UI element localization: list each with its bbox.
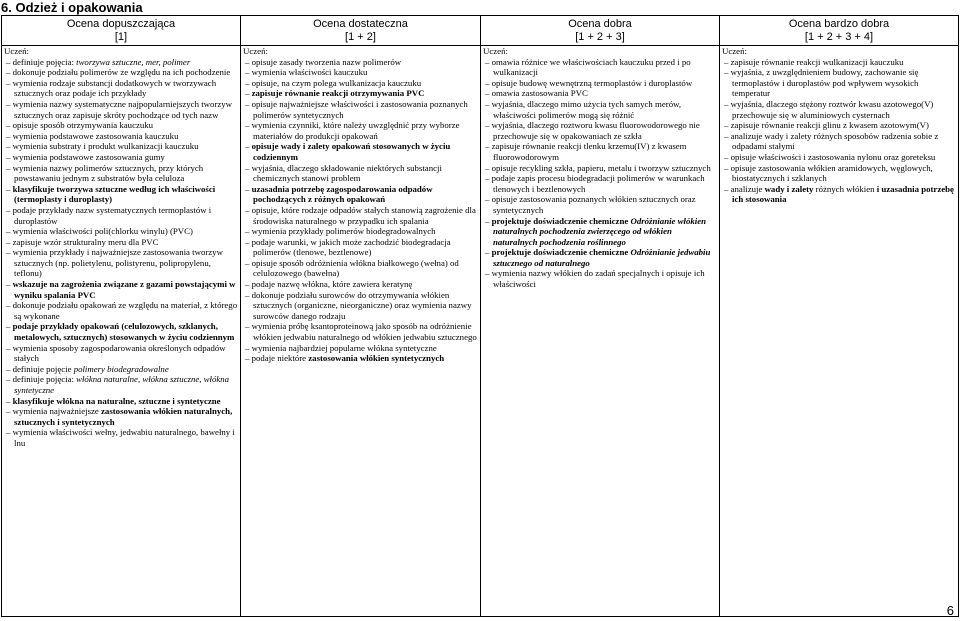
list-item	[722, 99, 956, 120]
item-text: zapisuje równanie reakcji tlenku krzemu(IV) z kwasem fluorowodorowym	[491, 141, 687, 162]
item-text: wskazuje na zagrożenia związane z gazami powstającymi w wyniku spalania PVC	[12, 279, 236, 300]
list-item	[483, 247, 717, 268]
list-item	[243, 321, 478, 342]
item-text-fragment: wady i zalety	[764, 183, 814, 194]
item-text: wymienia najważniejsze	[12, 406, 102, 417]
column-header-dobra	[481, 16, 720, 46]
item-text: opisuje zastosowania poznanych włókien sztucznych oraz syntetycznych	[491, 194, 696, 215]
list-item	[4, 279, 238, 300]
list-item	[722, 67, 956, 99]
item-text: wyjaśnia, dlaczego składowanie niektórych substancji chemicznych stanowi problem	[251, 162, 442, 184]
item-text: definiuje pojęcia:	[12, 374, 77, 385]
item-text-fragment: Odróżnianie włókien naturalnych pochodzenia zwierzęcego od włókien naturalnych pochodzenia roślinnego	[493, 215, 706, 247]
list-item	[243, 184, 478, 205]
item-text-fragment: różnych włókien	[813, 183, 877, 194]
list-item	[4, 374, 238, 395]
column-range: [1 + 2 + 3 + 4]	[804, 30, 874, 43]
item-text-fragment: polimery biodegradowalne	[73, 363, 169, 374]
item-text: opisuje budowę wewnętrzną termoplastów i duroplastów	[491, 77, 693, 88]
section-title: 6. Odzież i opakowania	[1, 0, 143, 15]
cell-label: Uczeń:	[4, 46, 29, 56]
list-item	[4, 343, 238, 364]
item-text: podaje warunki, w jakich może zachodzić biodegradacja polimerów (tlenowe, beztlenowe)	[251, 236, 451, 258]
list-item	[722, 152, 956, 163]
list-item	[243, 290, 478, 322]
item-text: wymienia czynniki, które należy uwzględnić przy wyborze materiałów do produkcji opakowań	[251, 120, 460, 141]
page-number: 6	[946, 603, 954, 618]
criteria-cell-bardzo-dobra	[720, 46, 959, 617]
item-text-fragment: Odróżnianie jedwabiu sztucznego od naturalnego	[493, 247, 711, 268]
list-item	[4, 396, 238, 407]
list-item	[483, 216, 717, 248]
item-text-fragment: włókna naturalne, włókna sztuczne, włókna syntetyczne	[14, 374, 230, 395]
list-item	[4, 152, 238, 163]
list-item	[722, 184, 956, 205]
list-item	[243, 88, 478, 99]
list-item	[483, 88, 717, 99]
list-item	[483, 120, 717, 141]
list-item	[4, 99, 238, 120]
column-header-dostateczna	[241, 16, 481, 46]
item-text: wyjaśnia, dlaczego mimo użycia tych samych merów, właściwości polimerów mogą się różnić	[491, 98, 682, 120]
item-text: opisuje zasady tworzenia nazw polimerów	[251, 56, 402, 67]
list-item	[483, 78, 717, 89]
item-text: podaje niektóre	[251, 353, 309, 364]
list-item	[4, 247, 238, 279]
cell-label: Uczeń:	[243, 46, 268, 56]
list-item	[4, 364, 238, 375]
list-item	[4, 321, 238, 342]
item-text: podaje nazwę włókna, które zawiera keratynę	[251, 279, 413, 290]
list-item	[722, 131, 956, 152]
list-item	[483, 163, 717, 174]
list-item	[4, 406, 238, 427]
list-item	[483, 173, 717, 194]
list-item	[243, 120, 478, 141]
item-text: wymienia podstawowe zastosowania gumy	[12, 151, 165, 162]
item-text: uzasadnia potrzebę zagospodarowania odpadów pochodzących z różnych opakowań	[251, 183, 433, 205]
list-item	[243, 99, 478, 120]
item-text-fragment: i uzasadnia potrzebę ich stosowania	[732, 183, 954, 205]
list-item	[243, 141, 478, 162]
item-text: wyjaśnia, dlaczego stężony roztwór kwasu azotowego(V) przechowuje się w aluminiowych cysternach	[730, 98, 934, 120]
column-range: [1]	[114, 30, 128, 43]
item-text: opisuje najważniejsze właściwości i zastosowania poznanych polimerów syntetycznych	[251, 98, 468, 120]
column-header-dopuszczajaca	[2, 16, 241, 46]
list-item	[4, 163, 238, 184]
list-item	[4, 300, 238, 321]
item-text: definiuje pojęcie	[12, 363, 74, 374]
item-text: wymienia właściwości poli(chlorku winylu) (PVC)	[12, 226, 193, 237]
item-text: opisuje sposób otrzymywania kauczuku	[12, 120, 154, 131]
item-text: projektuje doświadczenie chemiczne	[491, 215, 631, 226]
list-item	[722, 57, 956, 68]
column-title: Ocena dostateczna	[313, 18, 408, 30]
item-text: wymienia właściwości wełny, jedwabiu naturalnego, bawełny i lnu	[12, 427, 235, 448]
item-text: wymienia próbę ksantoproteinową jako sposób na odróżnienie włókien jedwabiu naturalnego od włókien jedwabiu sztucznego	[251, 321, 477, 343]
list-item	[483, 57, 717, 78]
cell-label: Uczeń:	[722, 46, 747, 56]
column-title: Ocena dobra	[568, 18, 632, 30]
item-text: opisuje sposób odróżnienia włókna białkowego (wełna) od celulozowego (bawełna)	[251, 257, 459, 279]
list-item	[483, 99, 717, 120]
list-item	[4, 57, 238, 68]
item-text: zapisuje wzór strukturalny meru dla PVC	[12, 236, 159, 247]
item-text: dokonuje podziału surowców do otrzymywania włókien sztucznych (organiczne, nieorganiczne) oraz wymienia nazwy surowców danego rodzaju	[251, 289, 472, 321]
list-item	[243, 78, 478, 89]
item-text: wymienia nazwy włókien do zadań specjalnych i opisuje ich właściwości	[491, 268, 705, 290]
header-row	[2, 16, 959, 46]
list-item	[4, 131, 238, 142]
list-item	[4, 141, 238, 152]
list-item	[4, 78, 238, 99]
item-text: wymienia nazwy polimerów sztucznych, przy których powstawaniu jednym z substratów była celuloza	[12, 162, 204, 184]
list-item	[243, 205, 478, 226]
item-text: definiuje pojęcia:	[12, 56, 77, 67]
grading-criteria-table	[1, 15, 959, 617]
item-text: zapisuje równanie reakcji otrzymywania PVC	[251, 88, 425, 99]
list-item	[243, 258, 478, 279]
item-text: opisuje wady i zalety opakowań stosowanych w życiu codziennym	[251, 141, 451, 162]
list-item	[4, 120, 238, 131]
item-text: dokonuje podziału polimerów ze względu na ich pochodzenie	[12, 67, 231, 78]
list-item	[243, 226, 478, 237]
item-text: zapisuje równanie reakcji glinu z kwasem azotowym(V)	[730, 120, 929, 131]
criteria-row	[2, 46, 959, 617]
criteria-cell-dopuszczajaca	[2, 46, 241, 617]
list-item	[4, 237, 238, 248]
item-text: wymienia rodzaje substancji dodatkowych w tworzywach sztucznych oraz podaje ich przykłady	[12, 77, 217, 99]
list-item	[722, 120, 956, 131]
list-item	[243, 57, 478, 68]
column-header-bardzo-dobra	[720, 16, 959, 46]
list-item	[483, 268, 717, 289]
item-text: wymienia przykłady polimerów biodegradowalnych	[251, 226, 436, 237]
item-text-fragment: zastosowania włókien syntetycznych	[308, 353, 445, 364]
list-item	[722, 163, 956, 184]
item-text: wymienia sposoby zagospodarowania określonych odpadów stałych	[12, 342, 226, 364]
item-text: opisuje, na czym polega wulkanizacja kauczuku	[251, 77, 422, 88]
list-item	[243, 279, 478, 290]
column-title: Ocena bardzo dobra	[788, 18, 890, 30]
item-text-fragment: tworzywa sztuczne, mer, polimer	[76, 56, 191, 67]
item-text: podaje zapis procesu biodegradacji polimerów w warunkach tlenowych i beztlenowych	[491, 173, 705, 194]
item-text: klasyfikuje włókna na naturalne, sztuczne i syntetyczne	[12, 395, 221, 406]
item-text: wymienia podstawowe zastosowania kauczuku	[12, 130, 179, 141]
item-text: omawia różnice we właściwościach kauczuku przed i po wulkanizacji	[491, 56, 691, 78]
item-text-fragment: zastosowania włókien naturalnych, sztucznych i syntetycznych	[14, 406, 233, 427]
item-text: opisuje zastosowania włókien aramidowych, węglowych, biostatycznych i szklanych	[730, 162, 933, 184]
item-text: wyjaśnia, dlaczego roztworu kwasu fluorowodorowego nie przechowuje się w opakowaniach ze szkła	[491, 120, 700, 141]
cell-label: Uczeń:	[483, 46, 508, 56]
item-text: podaje przykłady opakowań (celulozowych, szklanych, metalowych, sztucznych) stosowanych w życiu codziennym	[12, 321, 235, 343]
list-item	[243, 353, 478, 364]
column-range: [1 + 2]	[345, 30, 376, 43]
list-item	[4, 205, 238, 226]
item-text: wymienia nazwy systematyczne najpopularniejszych tworzyw sztucznych oraz zapisuje skróty pochodzące od tych nazw	[12, 98, 232, 120]
column-title: Ocena dopuszczająca	[66, 18, 176, 30]
list-item	[4, 67, 238, 78]
item-text: wyjaśnia, z uwzględnieniem budowy, zachowanie się termoplastów i duroplastów pod wpływem wysokich temperatur	[730, 67, 919, 99]
item-text: wymienia przykłady i najważniejsze zastosowania tworzyw sztucznych (np. polietylenu, polistyrenu, polipropylenu, teflonu)	[12, 247, 223, 279]
column-range: [1 + 2 + 3]	[575, 30, 625, 43]
item-text: wymienia substraty i produkt wulkanizacji kauczuku	[12, 141, 199, 152]
item-text: opisuje właściwości i zastosowania nylonu oraz goreteksu	[730, 151, 936, 162]
list-item	[483, 141, 717, 162]
list-item	[243, 67, 478, 78]
item-text: zapisuje równanie reakcji wulkanizacji kauczuku	[730, 56, 904, 67]
list-item	[4, 427, 238, 448]
item-text: wymienia najbardziej popularne włókna syntetyczne	[251, 342, 437, 353]
item-text: wymienia właściwości kauczuku	[251, 67, 368, 78]
list-item	[243, 237, 478, 258]
item-text: analizuje wady i zalety różnych sposobów radzenia sobie z odpadami stałymi	[730, 130, 939, 152]
criteria-cell-dobra	[481, 46, 720, 617]
list-item	[483, 194, 717, 215]
item-text: opisuje recykling szkła, papieru, metalu i tworzyw sztucznych	[491, 162, 711, 173]
item-text: podaje przykłady nazw systematycznych termoplastów i duroplastów	[12, 204, 212, 226]
item-text: dokonuje podziału opakowań ze względu na materiał, z którego są wykonane	[12, 300, 238, 321]
list-item	[4, 184, 238, 205]
item-text: projektuje doświadczenie chemiczne	[491, 247, 631, 258]
list-item	[4, 226, 238, 237]
item-text: omawia zastosowania PVC	[491, 88, 588, 99]
item-text: klasyfikuje tworzywa sztuczne według ich właściwości (termoplasty i duroplasty)	[12, 183, 216, 205]
item-text: analizuje	[730, 183, 765, 194]
criteria-cell-dostateczna	[241, 46, 481, 617]
item-text: opisuje, które rodzaje odpadów stałych stanowią zagrożenie dla środowiska naturalnego w przypadku ich spalania	[251, 204, 476, 226]
list-item	[243, 163, 478, 184]
list-item	[243, 343, 478, 354]
